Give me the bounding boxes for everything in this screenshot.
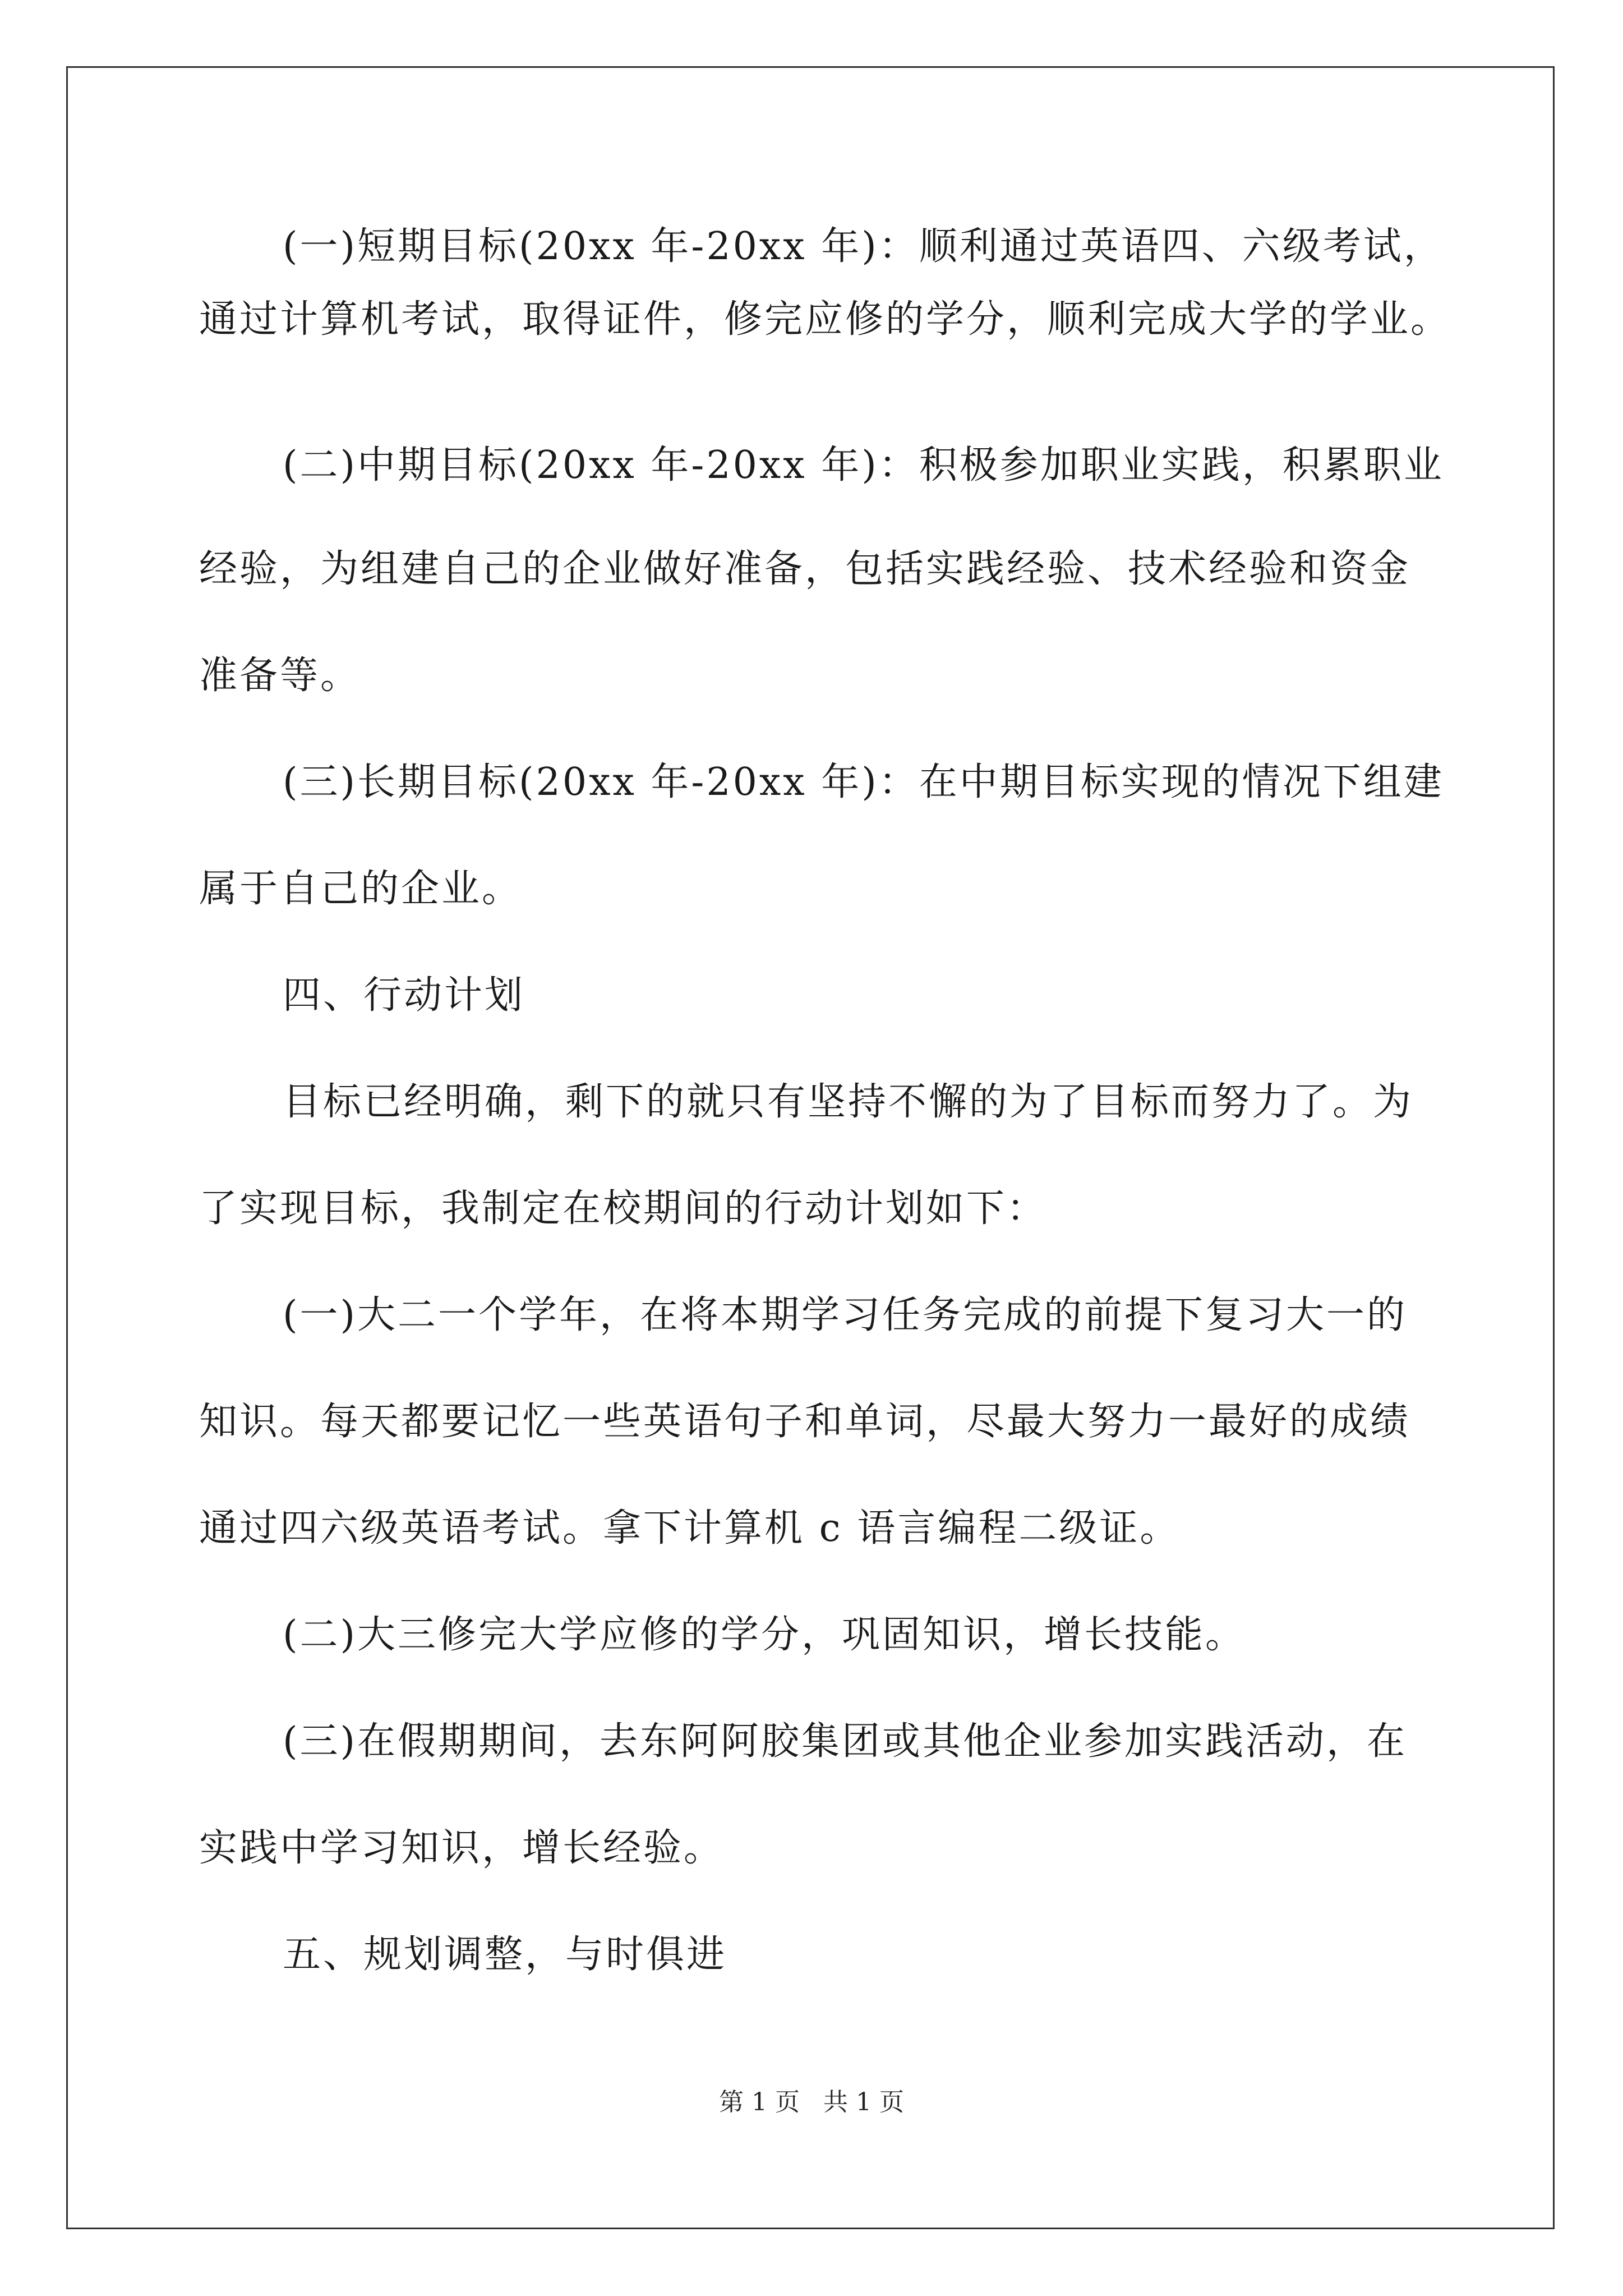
paragraph-line: 目标已经明确，剩下的就只有坚持不懈的为了目标而努力了。为 [283, 1080, 1414, 1124]
page-border [66, 66, 1555, 2229]
paragraph-line: 属于自己的企业。 [199, 867, 523, 911]
paragraph-line: 了实现目标，我制定在校期间的行动计划如下： [199, 1186, 1048, 1231]
section-heading: 四、行动计划 [283, 973, 525, 1018]
page-footer [0, 2086, 1623, 2119]
paragraph-line: 通过四六级英语考试。拿下计算机 c 语言编程二级证。 [199, 1506, 1181, 1550]
paragraph-line: (二)中期目标(20xx 年-20xx 年)：积极参加职业实践，积累职业 [283, 443, 1444, 487]
page-number: 第 1 页 [719, 2088, 800, 2116]
page-total: 共 1 页 [823, 2088, 904, 2116]
paragraph-line: (三)在假期期间，去东阿阿胶集团或其他企业参加实践活动，在 [283, 1719, 1408, 1764]
section-heading: 五、规划调整，与时俱进 [283, 1932, 727, 1977]
paragraph-line: 准备等。 [199, 654, 361, 698]
paragraph-line: 实践中学习知识，增长经验。 [199, 1826, 725, 1870]
paragraph-line: 知识。每天都要记忆一些英语句子和单词，尽最大努力一最好的成绩 [199, 1400, 1411, 1444]
paragraph-line: (二)大三修完大学应修的学分，巩固知识，增长技能。 [283, 1613, 1246, 1657]
paragraph-line: (一)短期目标(20xx 年-20xx 年)：顺利通过英语四、六级考试， [283, 224, 1444, 269]
paragraph-line: 经验，为组建自己的企业做好准备，包括实践经验、技术经验和资金 [199, 547, 1411, 591]
paragraph-line: (一)大二一个学年，在将本期学习任务完成的前提下复习大一的 [283, 1293, 1408, 1337]
paragraph-line: 通过计算机考试，取得证件，修完应修的学分，顺利完成大学的学业。 [199, 297, 1451, 342]
paragraph-line: (三)长期目标(20xx 年-20xx 年)：在中期目标实现的情况下组建 [283, 760, 1444, 804]
